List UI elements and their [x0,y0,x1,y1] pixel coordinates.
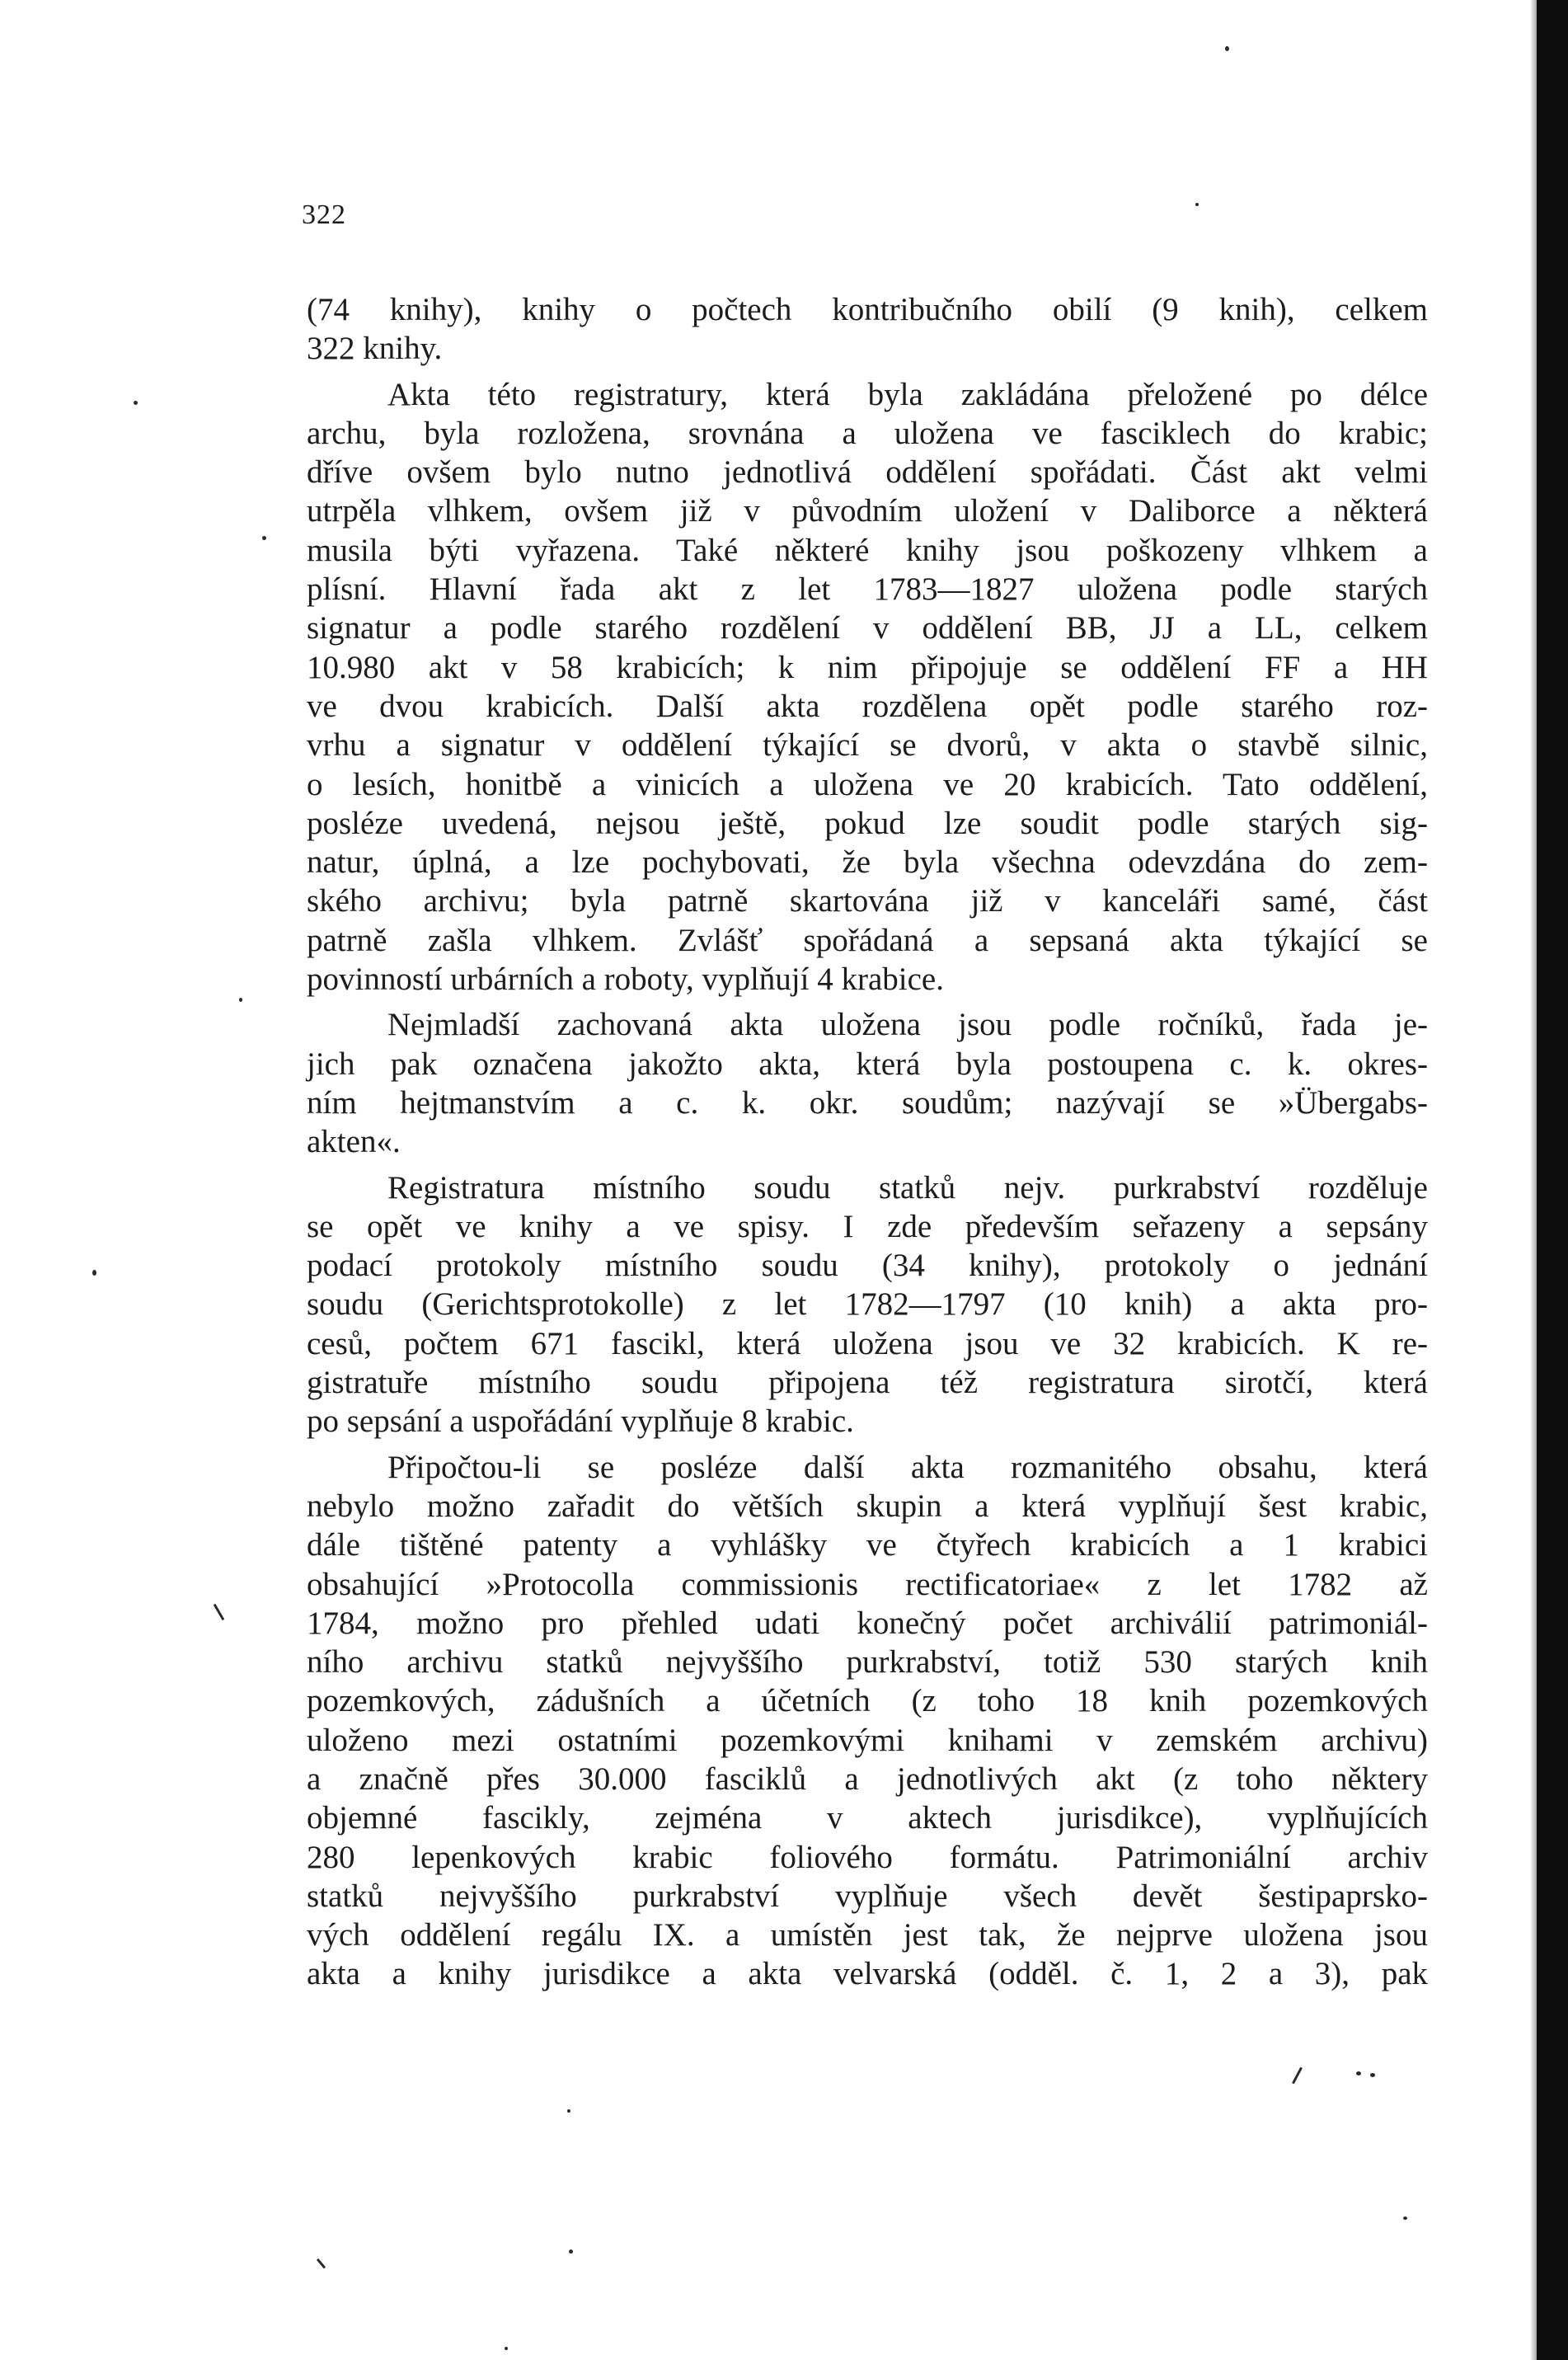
text-line: Nejmladší zachovaná akta uložena jsou podle ročníků, řada je- [387,1007,1428,1043]
text-line: ského archivu; byla patrně skartována již v kanceláři samé, část [307,883,1428,919]
text-line: posléze uvedená, nejsou ještě, pokud lze soudit podle starých sig- [307,805,1428,841]
text-line: akten«. [307,1124,401,1160]
text-line: statků nejvyššího purkrabství vyplňuje všech devět šestipaprsko- [307,1878,1428,1914]
paragraph-summary [307,1448,1428,1994]
text-line: ním hejtmanstvím a c. k. okr. soudům; nazývají se »Übergabs- [307,1084,1428,1121]
text-line: povinností urbárních a roboty, vyplňují 4 krabice. [307,961,944,998]
text-line: jich pak označena jakožto akta, která byla postoupena c. k. okres- [307,1046,1428,1082]
scan-speck [569,2250,573,2254]
text-line: dále tištěné patenty a vyhlášky ve čtyřech krabicích a 1 krabici [307,1527,1428,1563]
scan-speck [92,1270,96,1276]
text-line: obsahující »Protocolla commissionis rectificatoriae« z let 1782 až [307,1566,1428,1602]
text-line: natur, úplná, a lze pochybovati, že byla všechna odevzdána do zem- [307,844,1428,881]
text-line: Registratura místního soudu statků nejv. purkrabství rozděluje [387,1169,1428,1206]
scan-speck [214,1604,225,1621]
text-line: a značně přes 30.000 fasciklů a jednotlivých akt (z toho některy [307,1761,1428,1797]
text-line: se opět ve knihy a ve spisy. I zde především seřazeny a sepsány [307,1208,1428,1244]
text-line: gistratuře místního soudu připojena též registratura sirotčí, která [307,1365,1428,1401]
text-line: vrhu a signatur v oddělení týkající se dvorů, v akta o stavbě silnic, [307,727,1428,764]
page-number: 322 [302,200,346,230]
paragraph-local-court [307,1168,1428,1441]
scan-speck [1370,2073,1375,2077]
text-line: vých oddělení regálu IX. a umístěn jest tak, že nejprve uložena jsou [307,1917,1428,1953]
scan-speck [505,2347,508,2350]
text-line: uloženo mezi ostatními pozemkovými knihami v zemském archivu) [307,1722,1428,1758]
text-line: 280 lepenkových krabic foliového formátu. Patrimoniální archiv [307,1839,1428,1875]
scan-speck [239,998,242,1002]
text-line: utrpěla vlhkem, ovšem již v původním uložení v Daliborce a některá [307,493,1428,529]
text-line: po sepsání a uspořádání vyplňuje 8 krabic. [307,1403,854,1440]
text-line: 322 knihy. [307,331,443,367]
text-line: dříve ovšem bylo nutno jednotlivá oddělení spořádati. Část akt velmi [307,454,1428,491]
scan-speck [317,2259,326,2269]
text-line: pozemkových, zádušních a účetních (z toho 18 knih pozemkových [307,1683,1428,1719]
scan-speck [1195,203,1199,206]
text-line: Připočtou-li se posléze další akta rozmanitého obsahu, která [387,1449,1428,1485]
text-line: signatur a podle starého rozdělení v oddělení BB, JJ a LL, celkem [307,610,1428,646]
text-line: plísní. Hlavní řada akt z let 1783—1827 uložena podle starých [307,571,1428,608]
text-line: 1784, možno pro přehled udati konečný počet archiválií patrimoniál- [307,1605,1428,1641]
scan-speck [1225,46,1229,51]
text-line: soudu (Gerichtsprotokolle) z let 1782—1797 (10 knih) a akta pro- [307,1286,1428,1323]
text-line: akta a knihy jurisdikce a akta velvarská (odděl. č. 1, 2 a 3), pak [307,1956,1428,1992]
text-line: patrně zašla vlhkem. Zvlášť spořádaná a sepsaná akta týkající se [307,922,1428,958]
scan-speck [262,536,266,540]
text-line: cesů, počtem 671 fascikl, která uložena jsou ve 32 krabicích. K re- [307,1325,1428,1361]
paragraph-registry-files [307,375,1428,999]
text-line: ního archivu statků nejvyššího purkrabství, totiž 530 starých knih [307,1644,1428,1681]
text-line: archu, byla rozložena, srovnána a uložena ve fasciklech do krabic; [307,415,1428,451]
text-line: Akta této registratury, která byla zakládána přeložené po délce [387,376,1428,412]
paragraph-youngest-files [307,1005,1428,1161]
scanner-edge [1537,0,1568,2360]
scan-speck [1356,2071,1361,2076]
text-line: o lesích, honitbě a vinicích a uložena ve 20 krabicích. Tato oddělení, [307,766,1428,802]
paragraph-continuation [307,290,1428,369]
text-line: ve dvou krabicích. Další akta rozdělena opět podle starého roz- [307,688,1428,724]
body-text [307,290,1428,1994]
scan-speck [134,401,138,405]
text-line: nebylo možno zařadit do větších skupin a která vyplňují šest krabic, [307,1488,1428,1524]
text-line: 10.980 akt v 58 krabicích; k nim připojuje se oddělení FF a HH [307,649,1428,685]
text-line: musila býti vyřazena. Také některé knihy jsou poškozeny vlhkem a [307,532,1428,568]
scan-speck [1292,2067,1303,2085]
text-line: podací protokoly místního soudu (34 knihy), protokoly o jednání [307,1248,1428,1284]
scan-speck [567,2109,570,2113]
text-line: objemné fascikly, zejména v aktech jurisdikce), vyplňujících [307,1800,1428,1836]
scan-speck [1403,2217,1407,2220]
text-line: (74 knihy), knihy o počtech kontribučního obilí (9 knih), celkem [307,292,1428,327]
